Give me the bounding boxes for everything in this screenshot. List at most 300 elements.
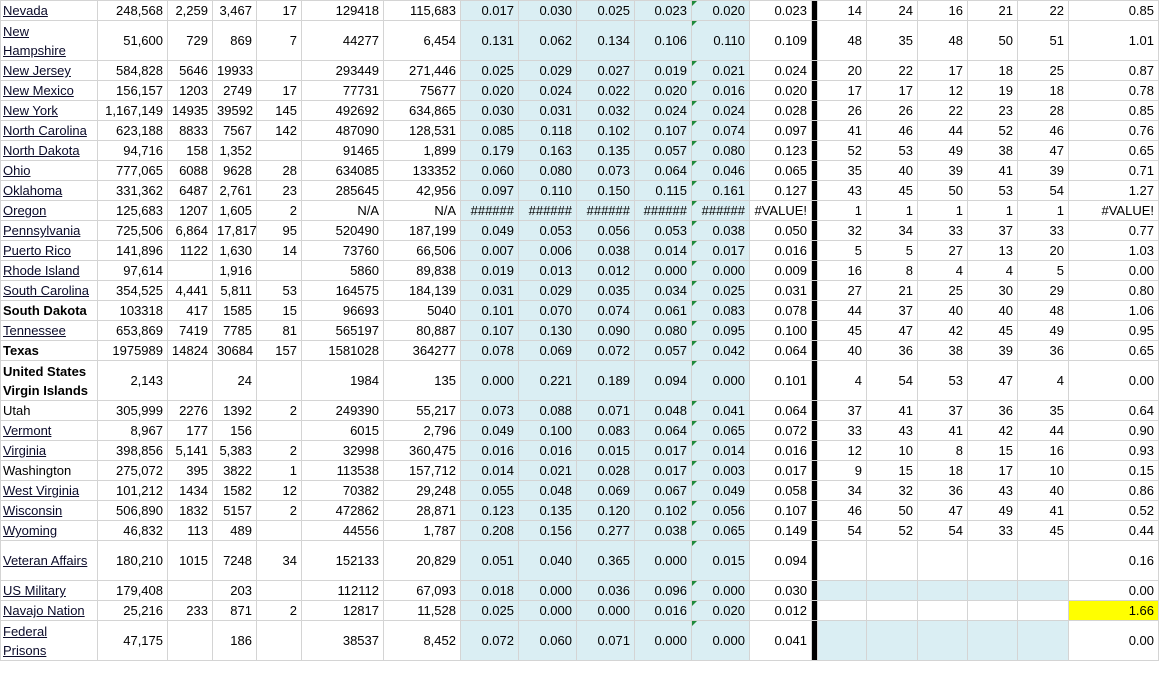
count-cell[interactable]: 5860 (302, 261, 384, 281)
row-name-cell[interactable]: United States Virgin Islands (1, 361, 98, 401)
rank-cell[interactable]: 22 (918, 101, 968, 121)
rate-cell[interactable]: 0.069 (519, 341, 577, 361)
count-cell[interactable]: 1,352 (213, 141, 257, 161)
count-cell[interactable]: 2,761 (213, 181, 257, 201)
ratio-cell[interactable]: 1.01 (1069, 21, 1159, 61)
rank-cell[interactable]: 40 (1018, 481, 1069, 501)
rate-cell[interactable]: 0.000 (692, 261, 750, 281)
rate-cell[interactable]: ###### (461, 201, 519, 221)
count-cell[interactable] (168, 621, 213, 661)
rate-cell[interactable]: 0.071 (577, 621, 635, 661)
rate-cell[interactable]: 0.017 (635, 461, 692, 481)
count-cell[interactable]: 5157 (213, 501, 257, 521)
rank-cell[interactable]: 22 (1018, 1, 1069, 21)
count-cell[interactable]: 5,811 (213, 281, 257, 301)
rate-cell[interactable]: 0.038 (635, 521, 692, 541)
rate-cell[interactable]: 0.053 (519, 221, 577, 241)
rank-cell[interactable] (1018, 601, 1069, 621)
rate-cell[interactable]: 0.046 (692, 161, 750, 181)
rank-cell[interactable]: 1 (968, 201, 1018, 221)
rank-cell[interactable]: 18 (968, 61, 1018, 81)
count-cell[interactable]: 7419 (168, 321, 213, 341)
rate-cell[interactable]: 0.131 (461, 21, 519, 61)
count-cell[interactable]: 184,139 (384, 281, 461, 301)
rank-cell[interactable]: 33 (1018, 221, 1069, 241)
rate-cell[interactable]: 0.064 (635, 161, 692, 181)
rate-cell[interactable]: 0.025 (461, 601, 519, 621)
rate-cell[interactable]: 0.030 (461, 101, 519, 121)
rate-cell[interactable]: 0.083 (577, 421, 635, 441)
rate-cell[interactable]: 0.120 (577, 501, 635, 521)
average-cell[interactable]: 0.072 (750, 421, 812, 441)
rank-cell[interactable]: 39 (1018, 161, 1069, 181)
ratio-cell[interactable]: 0.86 (1069, 481, 1159, 501)
count-cell[interactable]: 164575 (302, 281, 384, 301)
count-cell[interactable]: 67,093 (384, 581, 461, 601)
count-cell[interactable]: 869 (213, 21, 257, 61)
count-cell[interactable]: 1203 (168, 81, 213, 101)
rank-cell[interactable]: 5 (1018, 261, 1069, 281)
count-cell[interactable]: 2 (257, 441, 302, 461)
count-cell[interactable]: 89,838 (384, 261, 461, 281)
rate-cell[interactable]: 0.023 (635, 1, 692, 21)
rank-cell[interactable]: 9 (818, 461, 867, 481)
rate-cell[interactable]: 0.014 (461, 461, 519, 481)
rank-cell[interactable]: 45 (867, 181, 918, 201)
rate-cell[interactable]: 0.106 (635, 21, 692, 61)
count-cell[interactable]: 15 (257, 301, 302, 321)
average-cell[interactable]: 0.050 (750, 221, 812, 241)
average-cell[interactable]: 0.020 (750, 81, 812, 101)
rate-cell[interactable]: 0.015 (577, 441, 635, 461)
row-name-cell[interactable]: Wyoming (1, 521, 98, 541)
count-cell[interactable]: 158 (168, 141, 213, 161)
rate-cell[interactable]: 0.057 (635, 141, 692, 161)
count-cell[interactable]: 77731 (302, 81, 384, 101)
count-cell[interactable]: 2 (257, 601, 302, 621)
rate-cell[interactable]: 0.025 (461, 61, 519, 81)
row-name-cell[interactable]: West Virginia (1, 481, 98, 501)
count-cell[interactable]: 47,175 (98, 621, 168, 661)
rate-cell[interactable]: 0.061 (635, 301, 692, 321)
count-cell[interactable]: 186 (213, 621, 257, 661)
average-cell[interactable]: 0.100 (750, 321, 812, 341)
rate-cell[interactable]: 0.055 (461, 481, 519, 501)
count-cell[interactable] (257, 621, 302, 661)
count-cell[interactable]: 506,890 (98, 501, 168, 521)
count-cell[interactable]: 487090 (302, 121, 384, 141)
count-cell[interactable]: 32998 (302, 441, 384, 461)
rate-cell[interactable]: 0.135 (577, 141, 635, 161)
rank-cell[interactable]: 49 (918, 141, 968, 161)
ratio-cell[interactable]: 1.27 (1069, 181, 1159, 201)
rate-cell[interactable]: 0.020 (692, 601, 750, 621)
count-cell[interactable]: 14824 (168, 341, 213, 361)
rate-cell[interactable]: 0.051 (461, 541, 519, 581)
rate-cell[interactable]: 0.101 (461, 301, 519, 321)
rank-cell[interactable]: 35 (867, 21, 918, 61)
rank-cell[interactable]: 49 (968, 501, 1018, 521)
rate-cell[interactable]: 0.070 (519, 301, 577, 321)
rate-cell[interactable]: 0.017 (692, 241, 750, 261)
rate-cell[interactable]: 0.049 (461, 421, 519, 441)
rank-cell[interactable] (968, 581, 1018, 601)
count-cell[interactable]: 489 (213, 521, 257, 541)
count-cell[interactable]: 1392 (213, 401, 257, 421)
count-cell[interactable]: 7 (257, 21, 302, 61)
ratio-cell[interactable]: 0.76 (1069, 121, 1159, 141)
count-cell[interactable]: 12 (257, 481, 302, 501)
count-cell[interactable]: 23 (257, 181, 302, 201)
rank-cell[interactable]: 16 (818, 261, 867, 281)
rate-cell[interactable]: 0.110 (519, 181, 577, 201)
count-cell[interactable]: 142 (257, 121, 302, 141)
rate-cell[interactable]: 0.080 (692, 141, 750, 161)
count-cell[interactable]: 4,441 (168, 281, 213, 301)
count-cell[interactable]: N/A (384, 201, 461, 221)
count-cell[interactable]: 5646 (168, 61, 213, 81)
ratio-cell[interactable]: 1.03 (1069, 241, 1159, 261)
count-cell[interactable]: 360,475 (384, 441, 461, 461)
rank-cell[interactable]: 17 (918, 61, 968, 81)
rank-cell[interactable]: 46 (867, 121, 918, 141)
rate-cell[interactable]: 0.007 (461, 241, 519, 261)
rank-cell[interactable] (867, 581, 918, 601)
rank-cell[interactable] (918, 601, 968, 621)
rank-cell[interactable] (818, 581, 867, 601)
rank-cell[interactable]: 33 (818, 421, 867, 441)
count-cell[interactable]: 115,683 (384, 1, 461, 21)
rank-cell[interactable]: 38 (968, 141, 1018, 161)
rank-cell[interactable]: 21 (867, 281, 918, 301)
count-cell[interactable]: 472862 (302, 501, 384, 521)
rate-cell[interactable]: 0.031 (461, 281, 519, 301)
rank-cell[interactable]: 34 (818, 481, 867, 501)
rank-cell[interactable]: 47 (968, 361, 1018, 401)
average-cell[interactable]: 0.064 (750, 341, 812, 361)
count-cell[interactable]: 7567 (213, 121, 257, 141)
count-cell[interactable]: N/A (302, 201, 384, 221)
average-cell[interactable]: 0.041 (750, 621, 812, 661)
rate-cell[interactable]: 0.021 (692, 61, 750, 81)
rate-cell[interactable]: 0.073 (577, 161, 635, 181)
rank-cell[interactable]: 1 (918, 201, 968, 221)
rank-cell[interactable]: 8 (918, 441, 968, 461)
count-cell[interactable]: 5040 (384, 301, 461, 321)
row-name-cell[interactable]: Utah (1, 401, 98, 421)
average-cell[interactable]: 0.109 (750, 21, 812, 61)
rank-cell[interactable]: 45 (818, 321, 867, 341)
rate-cell[interactable]: ###### (692, 201, 750, 221)
row-name-cell[interactable]: Rhode Island (1, 261, 98, 281)
ratio-cell[interactable]: 0.65 (1069, 341, 1159, 361)
row-name-cell[interactable]: Tennessee (1, 321, 98, 341)
rate-cell[interactable]: 0.022 (577, 81, 635, 101)
rank-cell[interactable]: 15 (867, 461, 918, 481)
rate-cell[interactable]: 0.065 (692, 521, 750, 541)
rate-cell[interactable]: 0.000 (692, 361, 750, 401)
average-cell[interactable]: 0.097 (750, 121, 812, 141)
count-cell[interactable]: 128,531 (384, 121, 461, 141)
rate-cell[interactable]: 0.090 (577, 321, 635, 341)
average-cell[interactable]: 0.149 (750, 521, 812, 541)
rate-cell[interactable]: 0.071 (577, 401, 635, 421)
count-cell[interactable]: 141,896 (98, 241, 168, 261)
rank-cell[interactable]: 20 (818, 61, 867, 81)
rank-cell[interactable]: 12 (818, 441, 867, 461)
count-cell[interactable]: 233 (168, 601, 213, 621)
rate-cell[interactable]: 0.014 (692, 441, 750, 461)
rate-cell[interactable]: 0.189 (577, 361, 635, 401)
rate-cell[interactable]: 0.208 (461, 521, 519, 541)
row-name-cell[interactable]: Nevada (1, 1, 98, 21)
rate-cell[interactable]: 0.048 (635, 401, 692, 421)
count-cell[interactable]: 135 (384, 361, 461, 401)
rate-cell[interactable]: ###### (577, 201, 635, 221)
rate-cell[interactable]: 0.016 (519, 441, 577, 461)
rate-cell[interactable]: 0.029 (519, 281, 577, 301)
count-cell[interactable]: 9628 (213, 161, 257, 181)
rate-cell[interactable]: 0.135 (519, 501, 577, 521)
count-cell[interactable]: 113538 (302, 461, 384, 481)
count-cell[interactable]: 634085 (302, 161, 384, 181)
rank-cell[interactable]: 40 (968, 301, 1018, 321)
ratio-cell[interactable]: 0.71 (1069, 161, 1159, 181)
count-cell[interactable]: 1,167,149 (98, 101, 168, 121)
count-cell[interactable]: 187,199 (384, 221, 461, 241)
average-cell[interactable]: 0.094 (750, 541, 812, 581)
rank-cell[interactable] (918, 621, 968, 661)
rank-cell[interactable]: 37 (968, 221, 1018, 241)
ratio-cell[interactable]: 0.95 (1069, 321, 1159, 341)
rate-cell[interactable]: 0.156 (519, 521, 577, 541)
count-cell[interactable]: 398,856 (98, 441, 168, 461)
count-cell[interactable]: 1,630 (213, 241, 257, 261)
count-cell[interactable]: 42,956 (384, 181, 461, 201)
rank-cell[interactable]: 41 (867, 401, 918, 421)
rate-cell[interactable]: 0.060 (461, 161, 519, 181)
row-name-cell[interactable]: New Jersey (1, 61, 98, 81)
rank-cell[interactable]: 44 (818, 301, 867, 321)
rank-cell[interactable]: 23 (968, 101, 1018, 121)
count-cell[interactable]: 180,210 (98, 541, 168, 581)
rank-cell[interactable]: 41 (818, 121, 867, 141)
rank-cell[interactable]: 32 (867, 481, 918, 501)
rate-cell[interactable]: 0.040 (519, 541, 577, 581)
rate-cell[interactable]: 0.021 (519, 461, 577, 481)
count-cell[interactable]: 729 (168, 21, 213, 61)
count-cell[interactable]: 6015 (302, 421, 384, 441)
row-name-cell[interactable]: Oklahoma (1, 181, 98, 201)
count-cell[interactable]: 6088 (168, 161, 213, 181)
rank-cell[interactable] (968, 601, 1018, 621)
ratio-cell[interactable]: 0.00 (1069, 361, 1159, 401)
count-cell[interactable]: 7248 (213, 541, 257, 581)
average-cell[interactable]: 0.016 (750, 241, 812, 261)
count-cell[interactable]: 177 (168, 421, 213, 441)
rate-cell[interactable]: 0.018 (461, 581, 519, 601)
rank-cell[interactable]: 37 (918, 401, 968, 421)
rate-cell[interactable]: 0.118 (519, 121, 577, 141)
count-cell[interactable]: 73760 (302, 241, 384, 261)
rank-cell[interactable]: 54 (1018, 181, 1069, 201)
count-cell[interactable]: 1582 (213, 481, 257, 501)
count-cell[interactable]: 20,829 (384, 541, 461, 581)
rank-cell[interactable]: 40 (818, 341, 867, 361)
count-cell[interactable]: 156 (213, 421, 257, 441)
row-name-cell[interactable]: Navajo Nation (1, 601, 98, 621)
count-cell[interactable]: 133352 (384, 161, 461, 181)
rate-cell[interactable]: 0.042 (692, 341, 750, 361)
rank-cell[interactable]: 37 (818, 401, 867, 421)
rank-cell[interactable] (1018, 541, 1069, 581)
count-cell[interactable]: 8833 (168, 121, 213, 141)
rate-cell[interactable]: 0.016 (692, 81, 750, 101)
average-cell[interactable]: 0.101 (750, 361, 812, 401)
rank-cell[interactable]: 16 (918, 1, 968, 21)
rate-cell[interactable]: 0.130 (519, 321, 577, 341)
rank-cell[interactable] (918, 541, 968, 581)
rate-cell[interactable]: 0.049 (461, 221, 519, 241)
count-cell[interactable]: 1984 (302, 361, 384, 401)
count-cell[interactable]: 565197 (302, 321, 384, 341)
count-cell[interactable]: 271,446 (384, 61, 461, 81)
rate-cell[interactable]: 0.020 (461, 81, 519, 101)
rank-cell[interactable]: 1 (818, 201, 867, 221)
rate-cell[interactable]: 0.179 (461, 141, 519, 161)
count-cell[interactable]: 25,216 (98, 601, 168, 621)
count-cell[interactable]: 1975989 (98, 341, 168, 361)
ratio-cell[interactable]: 0.90 (1069, 421, 1159, 441)
rate-cell[interactable]: 0.030 (519, 1, 577, 21)
rate-cell[interactable]: 0.000 (692, 581, 750, 601)
rank-cell[interactable]: 52 (867, 521, 918, 541)
count-cell[interactable]: 129418 (302, 1, 384, 21)
rank-cell[interactable] (867, 621, 918, 661)
rank-cell[interactable]: 46 (1018, 121, 1069, 141)
rate-cell[interactable]: 0.083 (692, 301, 750, 321)
rate-cell[interactable]: 0.000 (519, 601, 577, 621)
rate-cell[interactable]: 0.048 (519, 481, 577, 501)
rate-cell[interactable]: 0.088 (519, 401, 577, 421)
average-cell[interactable]: 0.016 (750, 441, 812, 461)
row-name-cell[interactable]: South Dakota (1, 301, 98, 321)
rank-cell[interactable]: 28 (1018, 101, 1069, 121)
count-cell[interactable]: 7785 (213, 321, 257, 341)
count-cell[interactable]: 1207 (168, 201, 213, 221)
count-cell[interactable]: 156,157 (98, 81, 168, 101)
rate-cell[interactable]: 0.365 (577, 541, 635, 581)
rank-cell[interactable]: 5 (867, 241, 918, 261)
count-cell[interactable]: 75677 (384, 81, 461, 101)
rate-cell[interactable]: 0.027 (577, 61, 635, 81)
rank-cell[interactable]: 52 (818, 141, 867, 161)
count-cell[interactable]: 777,065 (98, 161, 168, 181)
rank-cell[interactable]: 54 (918, 521, 968, 541)
rate-cell[interactable]: 0.034 (635, 281, 692, 301)
rate-cell[interactable]: 0.038 (692, 221, 750, 241)
rank-cell[interactable]: 15 (968, 441, 1018, 461)
rank-cell[interactable] (818, 621, 867, 661)
count-cell[interactable]: 112112 (302, 581, 384, 601)
count-cell[interactable]: 293449 (302, 61, 384, 81)
count-cell[interactable]: 1581028 (302, 341, 384, 361)
count-cell[interactable]: 395 (168, 461, 213, 481)
count-cell[interactable]: 55,217 (384, 401, 461, 421)
count-cell[interactable]: 1434 (168, 481, 213, 501)
rank-cell[interactable]: 45 (968, 321, 1018, 341)
rate-cell[interactable]: 0.024 (519, 81, 577, 101)
average-cell[interactable]: 0.065 (750, 161, 812, 181)
count-cell[interactable]: 3,467 (213, 1, 257, 21)
row-name-cell[interactable]: Washington (1, 461, 98, 481)
rate-cell[interactable]: 0.110 (692, 21, 750, 61)
rank-cell[interactable]: 10 (1018, 461, 1069, 481)
rate-cell[interactable]: 0.024 (635, 101, 692, 121)
rate-cell[interactable]: 0.017 (461, 1, 519, 21)
count-cell[interactable]: 305,999 (98, 401, 168, 421)
ratio-cell[interactable]: 0.44 (1069, 521, 1159, 541)
count-cell[interactable]: 95 (257, 221, 302, 241)
rank-cell[interactable] (867, 541, 918, 581)
rank-cell[interactable]: 42 (918, 321, 968, 341)
count-cell[interactable]: 653,869 (98, 321, 168, 341)
rank-cell[interactable]: 18 (918, 461, 968, 481)
rank-cell[interactable]: 25 (1018, 61, 1069, 81)
rank-cell[interactable]: 54 (867, 361, 918, 401)
rate-cell[interactable]: 0.102 (635, 501, 692, 521)
count-cell[interactable]: 1 (257, 461, 302, 481)
rank-cell[interactable] (867, 601, 918, 621)
rate-cell[interactable]: 0.134 (577, 21, 635, 61)
count-cell[interactable]: 2,143 (98, 361, 168, 401)
count-cell[interactable]: 53 (257, 281, 302, 301)
row-name-cell[interactable]: Veteran Affairs (1, 541, 98, 581)
rank-cell[interactable]: 42 (968, 421, 1018, 441)
count-cell[interactable]: 101,212 (98, 481, 168, 501)
rate-cell[interactable]: 0.020 (692, 1, 750, 21)
rate-cell[interactable]: 0.000 (461, 361, 519, 401)
count-cell[interactable]: 103318 (98, 301, 168, 321)
ratio-cell[interactable]: 0.16 (1069, 541, 1159, 581)
count-cell[interactable]: 2 (257, 401, 302, 421)
average-cell[interactable]: 0.031 (750, 281, 812, 301)
rank-cell[interactable]: 5 (818, 241, 867, 261)
rank-cell[interactable]: 41 (918, 421, 968, 441)
count-cell[interactable]: 1015 (168, 541, 213, 581)
rank-cell[interactable] (818, 541, 867, 581)
rank-cell[interactable]: 53 (918, 361, 968, 401)
ratio-cell[interactable]: 0.65 (1069, 141, 1159, 161)
rank-cell[interactable]: 19 (968, 81, 1018, 101)
ratio-cell[interactable]: 0.85 (1069, 1, 1159, 21)
count-cell[interactable] (257, 361, 302, 401)
rate-cell[interactable]: 0.028 (577, 461, 635, 481)
rate-cell[interactable]: 0.024 (692, 101, 750, 121)
rank-cell[interactable]: 46 (818, 501, 867, 521)
row-name-cell[interactable]: New York (1, 101, 98, 121)
rate-cell[interactable]: 0.080 (635, 321, 692, 341)
count-cell[interactable]: 249390 (302, 401, 384, 421)
rank-cell[interactable]: 16 (1018, 441, 1069, 461)
rate-cell[interactable]: 0.085 (461, 121, 519, 141)
count-cell[interactable]: 14 (257, 241, 302, 261)
ratio-cell[interactable]: 0.52 (1069, 501, 1159, 521)
rate-cell[interactable]: 0.060 (519, 621, 577, 661)
count-cell[interactable]: 2749 (213, 81, 257, 101)
rank-cell[interactable]: 52 (968, 121, 1018, 141)
count-cell[interactable]: 2,259 (168, 1, 213, 21)
